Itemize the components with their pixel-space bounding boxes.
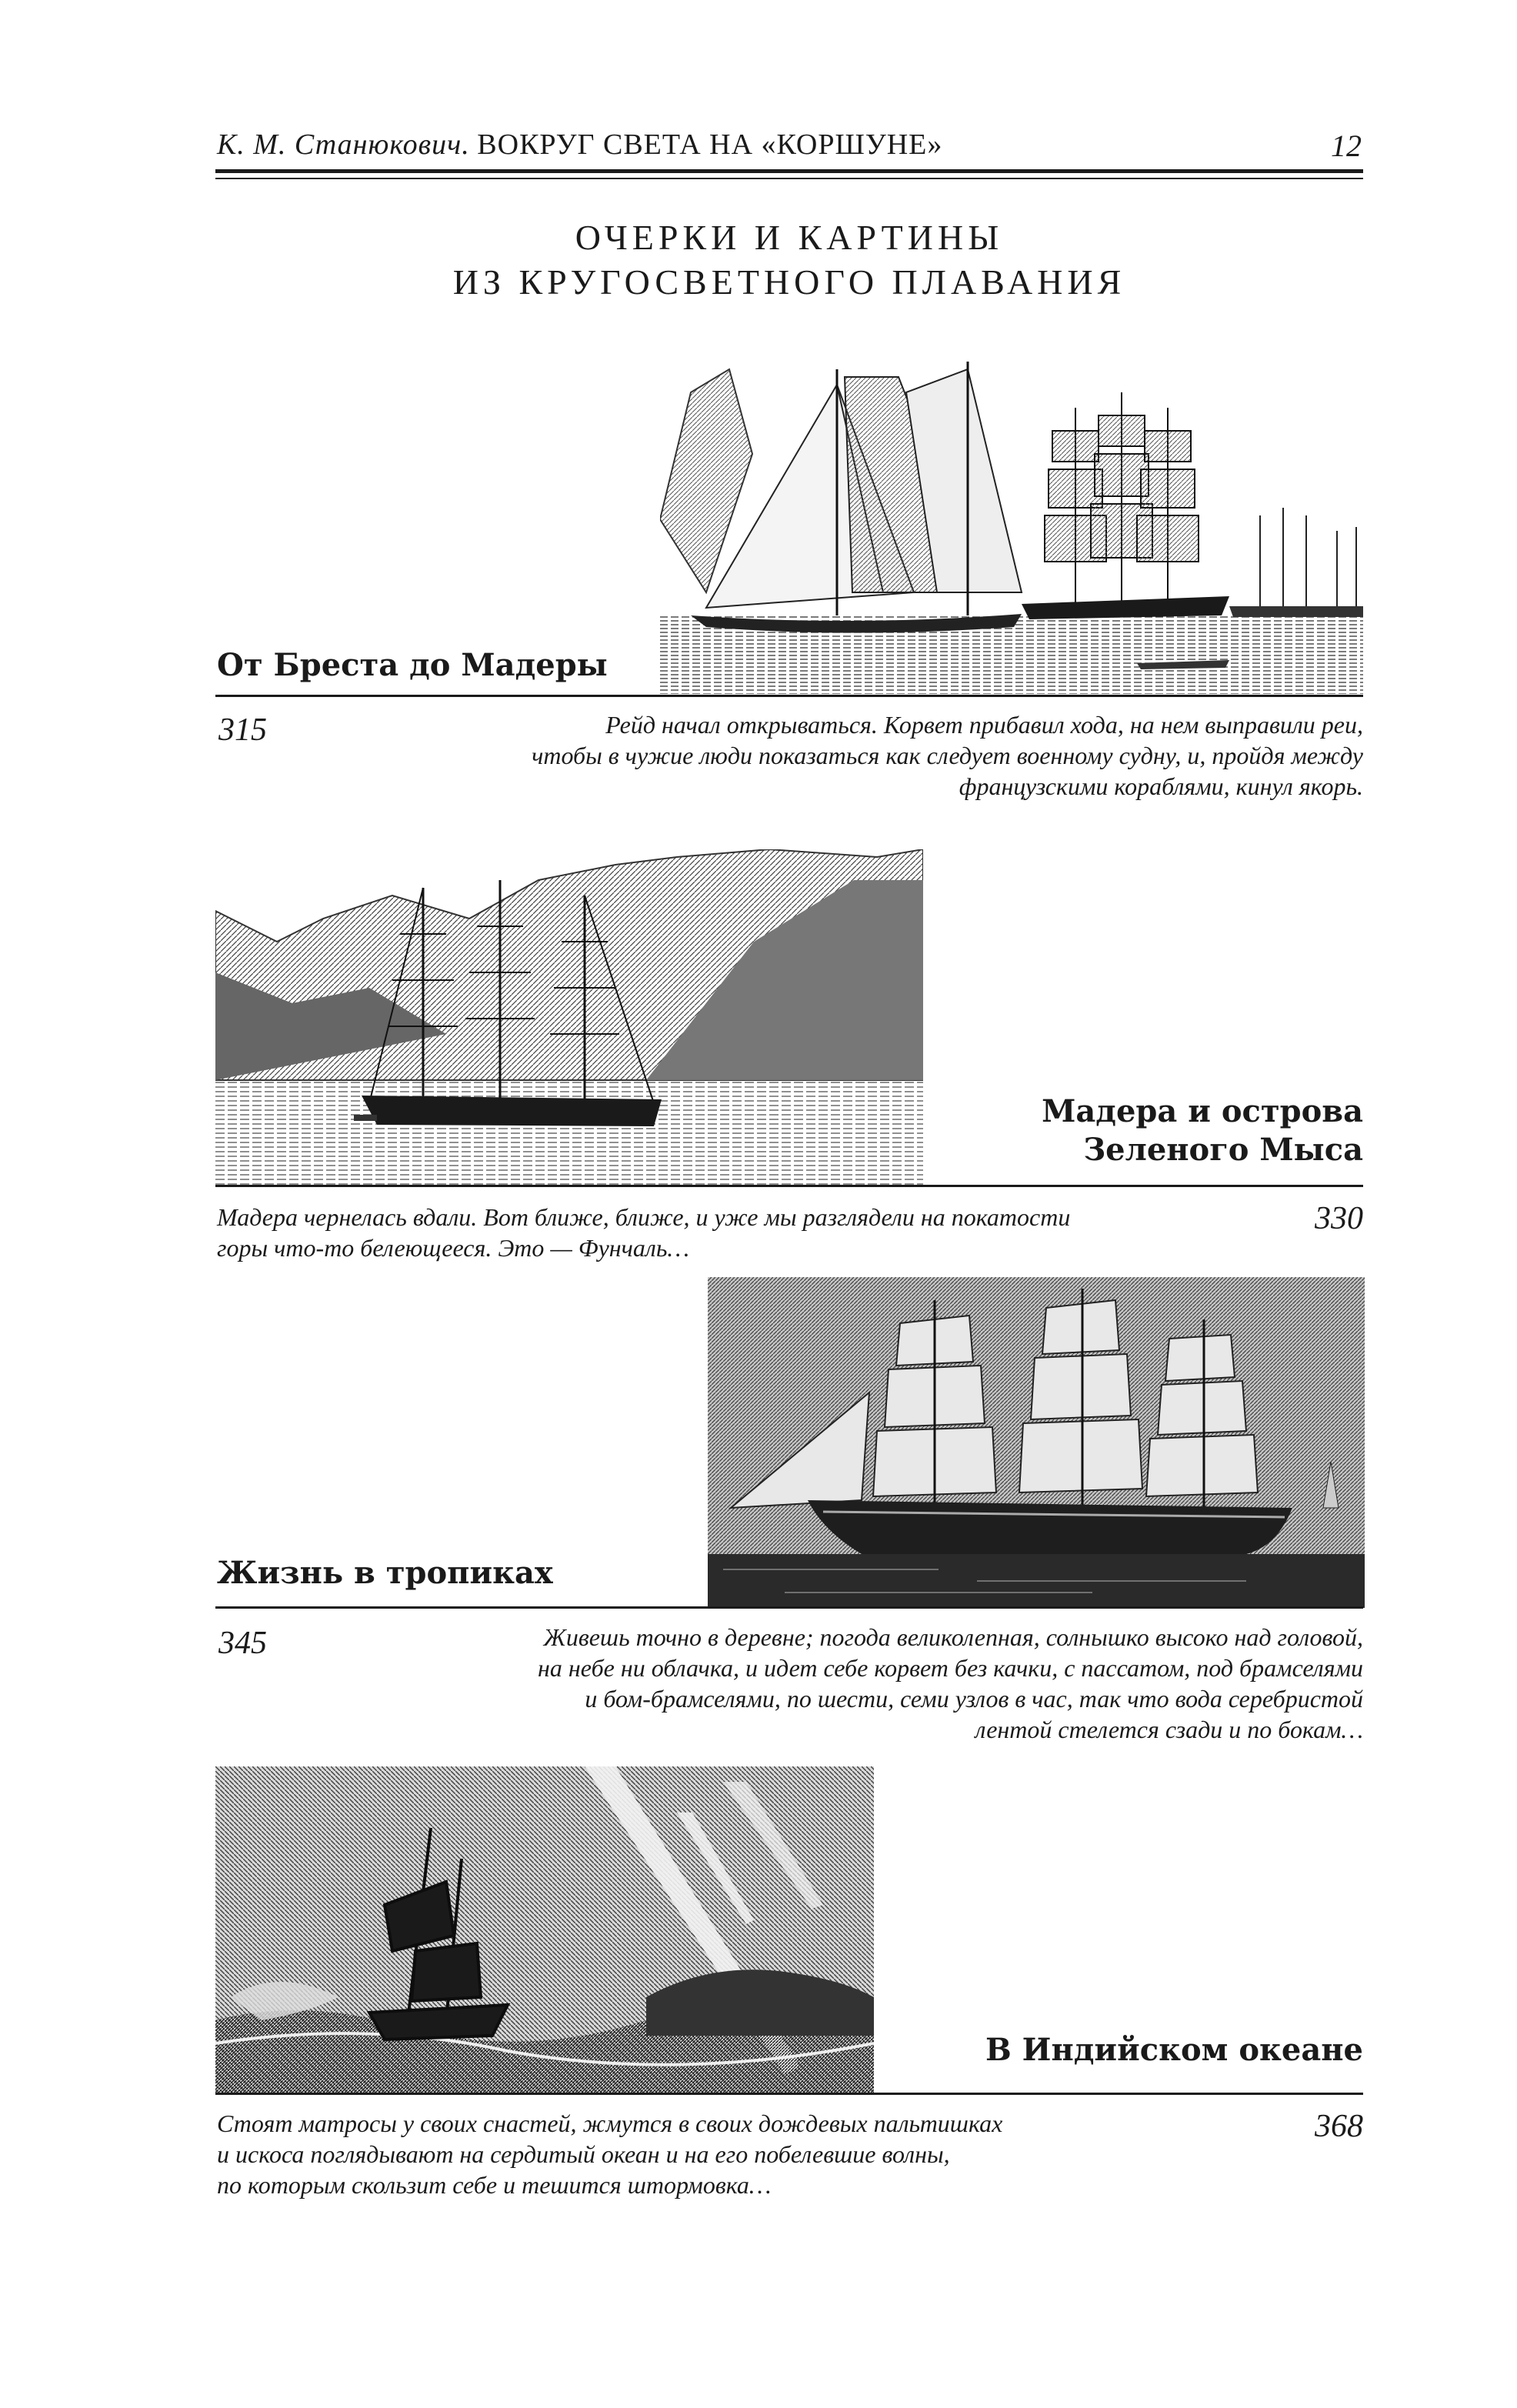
section-page-number-1: 315 [218,712,267,748]
header-author: К. М. Станюкович. [217,128,470,161]
header-rule-thick [215,169,1363,173]
running-header [217,128,942,162]
header-rule-thin [215,178,1363,179]
section-rule-3 [215,1606,1363,1609]
quote-line: по которым скользит себе и тешится штормовка… [217,2171,772,2199]
quote-line: горы что-то белеющееся. Это — Фунчаль… [217,1234,689,1262]
quote-line: лентой стелется сзади и по бокам… [975,1716,1363,1743]
quote-line: Мадера чернелась вдали. Вот ближе, ближе, и уже мы разглядели на покатости [217,1203,1071,1231]
engraving-frigate-under-sail [708,1277,1365,1608]
section-title-line: От Бреста до Мадеры [217,647,608,683]
section-quote-1 [402,709,1363,802]
section-quote-4 [217,2108,1217,2200]
section-title-2 [902,1092,1363,1169]
engraving-ship-in-mountain-bay [215,849,923,1188]
header-book-title: ВОКРУГ СВЕТА НА «КОРШУНЕ» [477,128,943,161]
quote-line: Стоят матросы у своих снастей, жмутся в своих дождевых пальтишках [217,2110,1003,2137]
quote-line: и бом-брамселями, по шести, семи узлов в час, так что вода серебристой [585,1685,1363,1713]
page-number: 12 [1331,128,1362,163]
section-title-line: Зеленого Мыса [1083,1132,1363,1168]
section-rule-2 [215,1185,1363,1187]
section-rule-4 [215,2093,1363,2095]
section-title-1 [217,646,608,685]
section-title-line: В Индийском океане [985,2032,1363,2068]
quote-line: Живешь точно в деревне; погода великолепная, солнышко высоко над головой, [543,1623,1363,1651]
page-heading-line1: ОЧЕРКИ И КАРТИНЫ [575,218,1004,257]
quote-line: и искоса поглядывают на сердитый океан и на его побелевшие волны, [217,2140,950,2168]
quote-line: французскими кораблями, кинул якорь. [959,772,1363,800]
section-quote-2 [217,1202,1217,1263]
page-heading-line2: ИЗ КРУГОСВЕТНОГО ПЛАВАНИЯ [452,262,1126,302]
section-title-line: Жизнь в тропиках [217,1555,553,1591]
section-page-number-2: 330 [1315,1201,1363,1236]
section-page-number-3: 345 [218,1626,267,1661]
section-title-4 [825,2031,1363,2069]
section-title-line: Мадера и острова [1042,1093,1363,1129]
section-page-number-4: 368 [1315,2109,1363,2144]
quote-line: чтобы в чужие люди показаться как следует военному судну, и, пройдя между [532,742,1363,769]
section-title-3 [217,1554,553,1593]
engraving-ship-in-storm [215,1766,874,2093]
engraving-ships-at-roadstead [660,362,1363,694]
section-quote-3 [363,1622,1363,1745]
quote-line: Рейд начал открываться. Корвет прибавил хода, на нем выправили реи, [605,711,1363,739]
section-rule-1 [215,695,1363,697]
quote-line: на небе ни облачка, и идет себе корвет без качки, с пассатом, под брамселями [538,1654,1363,1682]
